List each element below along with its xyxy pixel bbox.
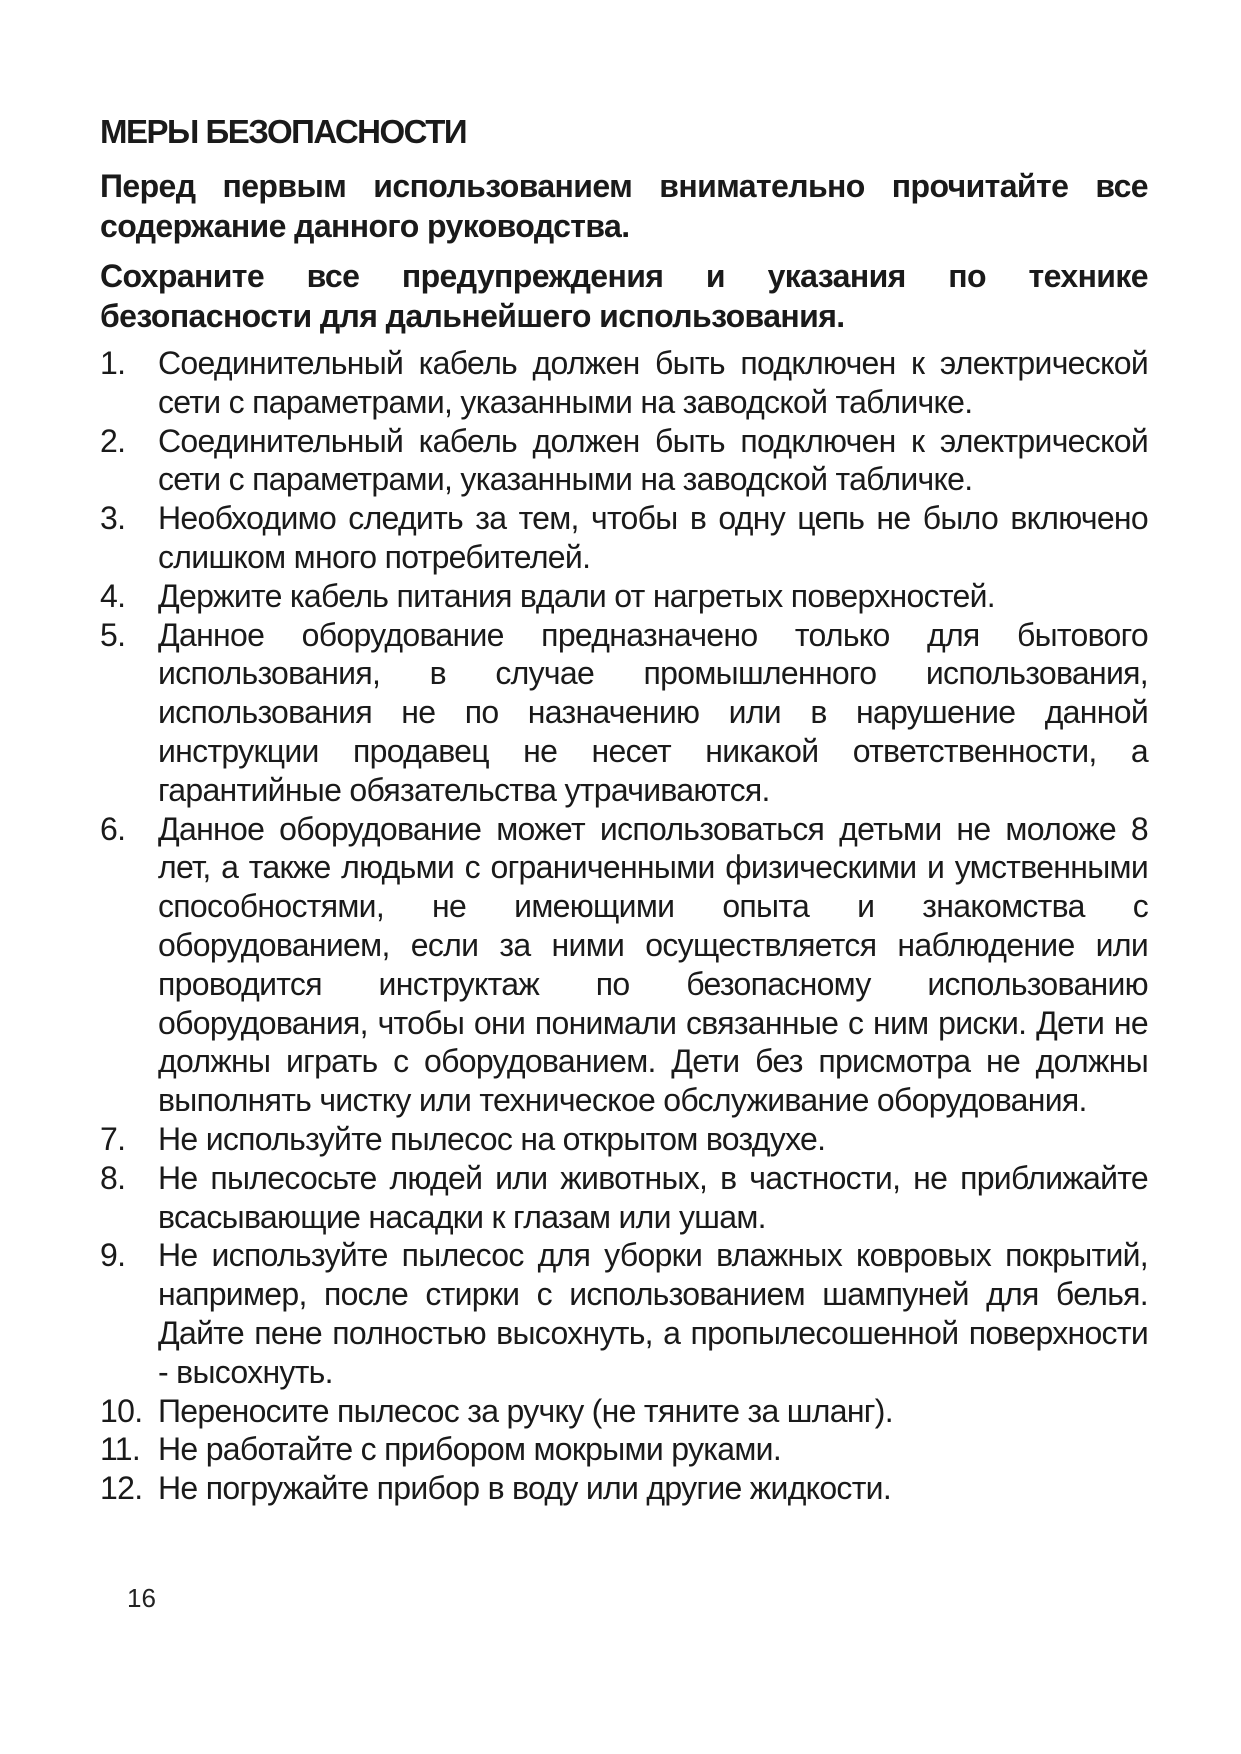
list-item-number: 1. [100,345,126,381]
list-item [100,577,1148,616]
page-title: МЕРЫ БЕЗОПАСНОСТИ [100,113,467,150]
list-item [100,422,1148,500]
list-item-number: 9. [100,1237,126,1274]
list-item [100,344,1148,422]
intro-paragraph: Сохраните все предупреждения и указания по технике безопасности для дальнейшего использования. [100,258,1148,334]
list-item-text: Необходимо следить за тем, чтобы в одну цепь не было включено слишком много потребителей. [158,500,1148,575]
list-item [100,1159,1148,1237]
list-item-text: Данное оборудование предназначено только для бытового использования, в случае промышленного использования, использования не по назначению или в нарушение данной инструкции продавец не несет никакой ответственности, а гарантийные обязательства утрачиваются. [158,616,1148,808]
list-item [100,1236,1148,1391]
list-item-text: Не используйте пылесос на открытом воздухе. [158,1120,826,1157]
list-item-number: 6. [100,810,126,847]
list-item-text: Не погружайте прибор в воду или другие жидкости. [158,1470,892,1507]
list-item [100,1392,1148,1431]
page-number: 16 [127,1583,156,1613]
list-item-text: Соединительный кабель должен быть подключен к электрической сети с параметрами, указанными на заводской табличке. [158,422,1148,498]
list-item-text: Соединительный кабель должен быть подключен к электрической сети с параметрами, указанными на заводской табличке. [158,345,1148,420]
list-item [100,810,1148,1120]
list-item [100,1469,1148,1508]
list-item [100,616,1148,810]
safety-rules-list [100,344,1148,1508]
list-item-number: 7. [100,1120,126,1157]
document-page [100,112,1148,1508]
list-item-number: 10. [100,1392,143,1429]
intro-paragraph: Перед первым использованием внимательно прочитайте все содержание данного руководства. [100,168,1148,244]
list-item [100,499,1148,577]
list-item-text: Данное оборудование может использоваться детьми не моложе 8 лет, а также людьми с ограниченными физическими и умственными способностями, не имеющими опыта и знакомства с оборудованием, если за ними осуществляется наблюдение или проводится инструктаж по безопасному использованию оборудования, чтобы они понимали связанные с ним риски. Дети не должны играть с оборудованием. Дети без присмотра не должны выполнять чистку или техническое обслуживание оборудования. [158,810,1148,1119]
list-item-number: 12. [100,1470,143,1507]
list-item-number: 4. [100,577,126,614]
list-item-number: 2. [100,422,126,459]
list-item-number: 3. [100,500,126,537]
list-item [100,1120,1148,1159]
list-item-number: 8. [100,1159,126,1196]
list-item-text: Держите кабель питания вдали от нагретых поверхностей. [158,577,995,614]
list-item-number: 5. [100,616,126,653]
list-item-text: Не используйте пылесос для уборки влажных ковровых покрытий, например, после стирки с использованием шампуней для белья. Дайте пене полностью высохнуть, а пропылесошенной поверхности - высохнуть. [158,1237,1148,1390]
list-item [100,1430,1148,1469]
list-item-text: Переносите пылесос за ручку (не тяните за шланг). [158,1392,893,1429]
list-item-number: 11. [100,1431,141,1468]
list-item-text: Не пылесосьте людей или животных, в частности, не приближайте всасывающие насадки к глазам или ушам. [158,1159,1148,1235]
list-item-text: Не работайте с прибором мокрыми руками. [158,1431,782,1468]
